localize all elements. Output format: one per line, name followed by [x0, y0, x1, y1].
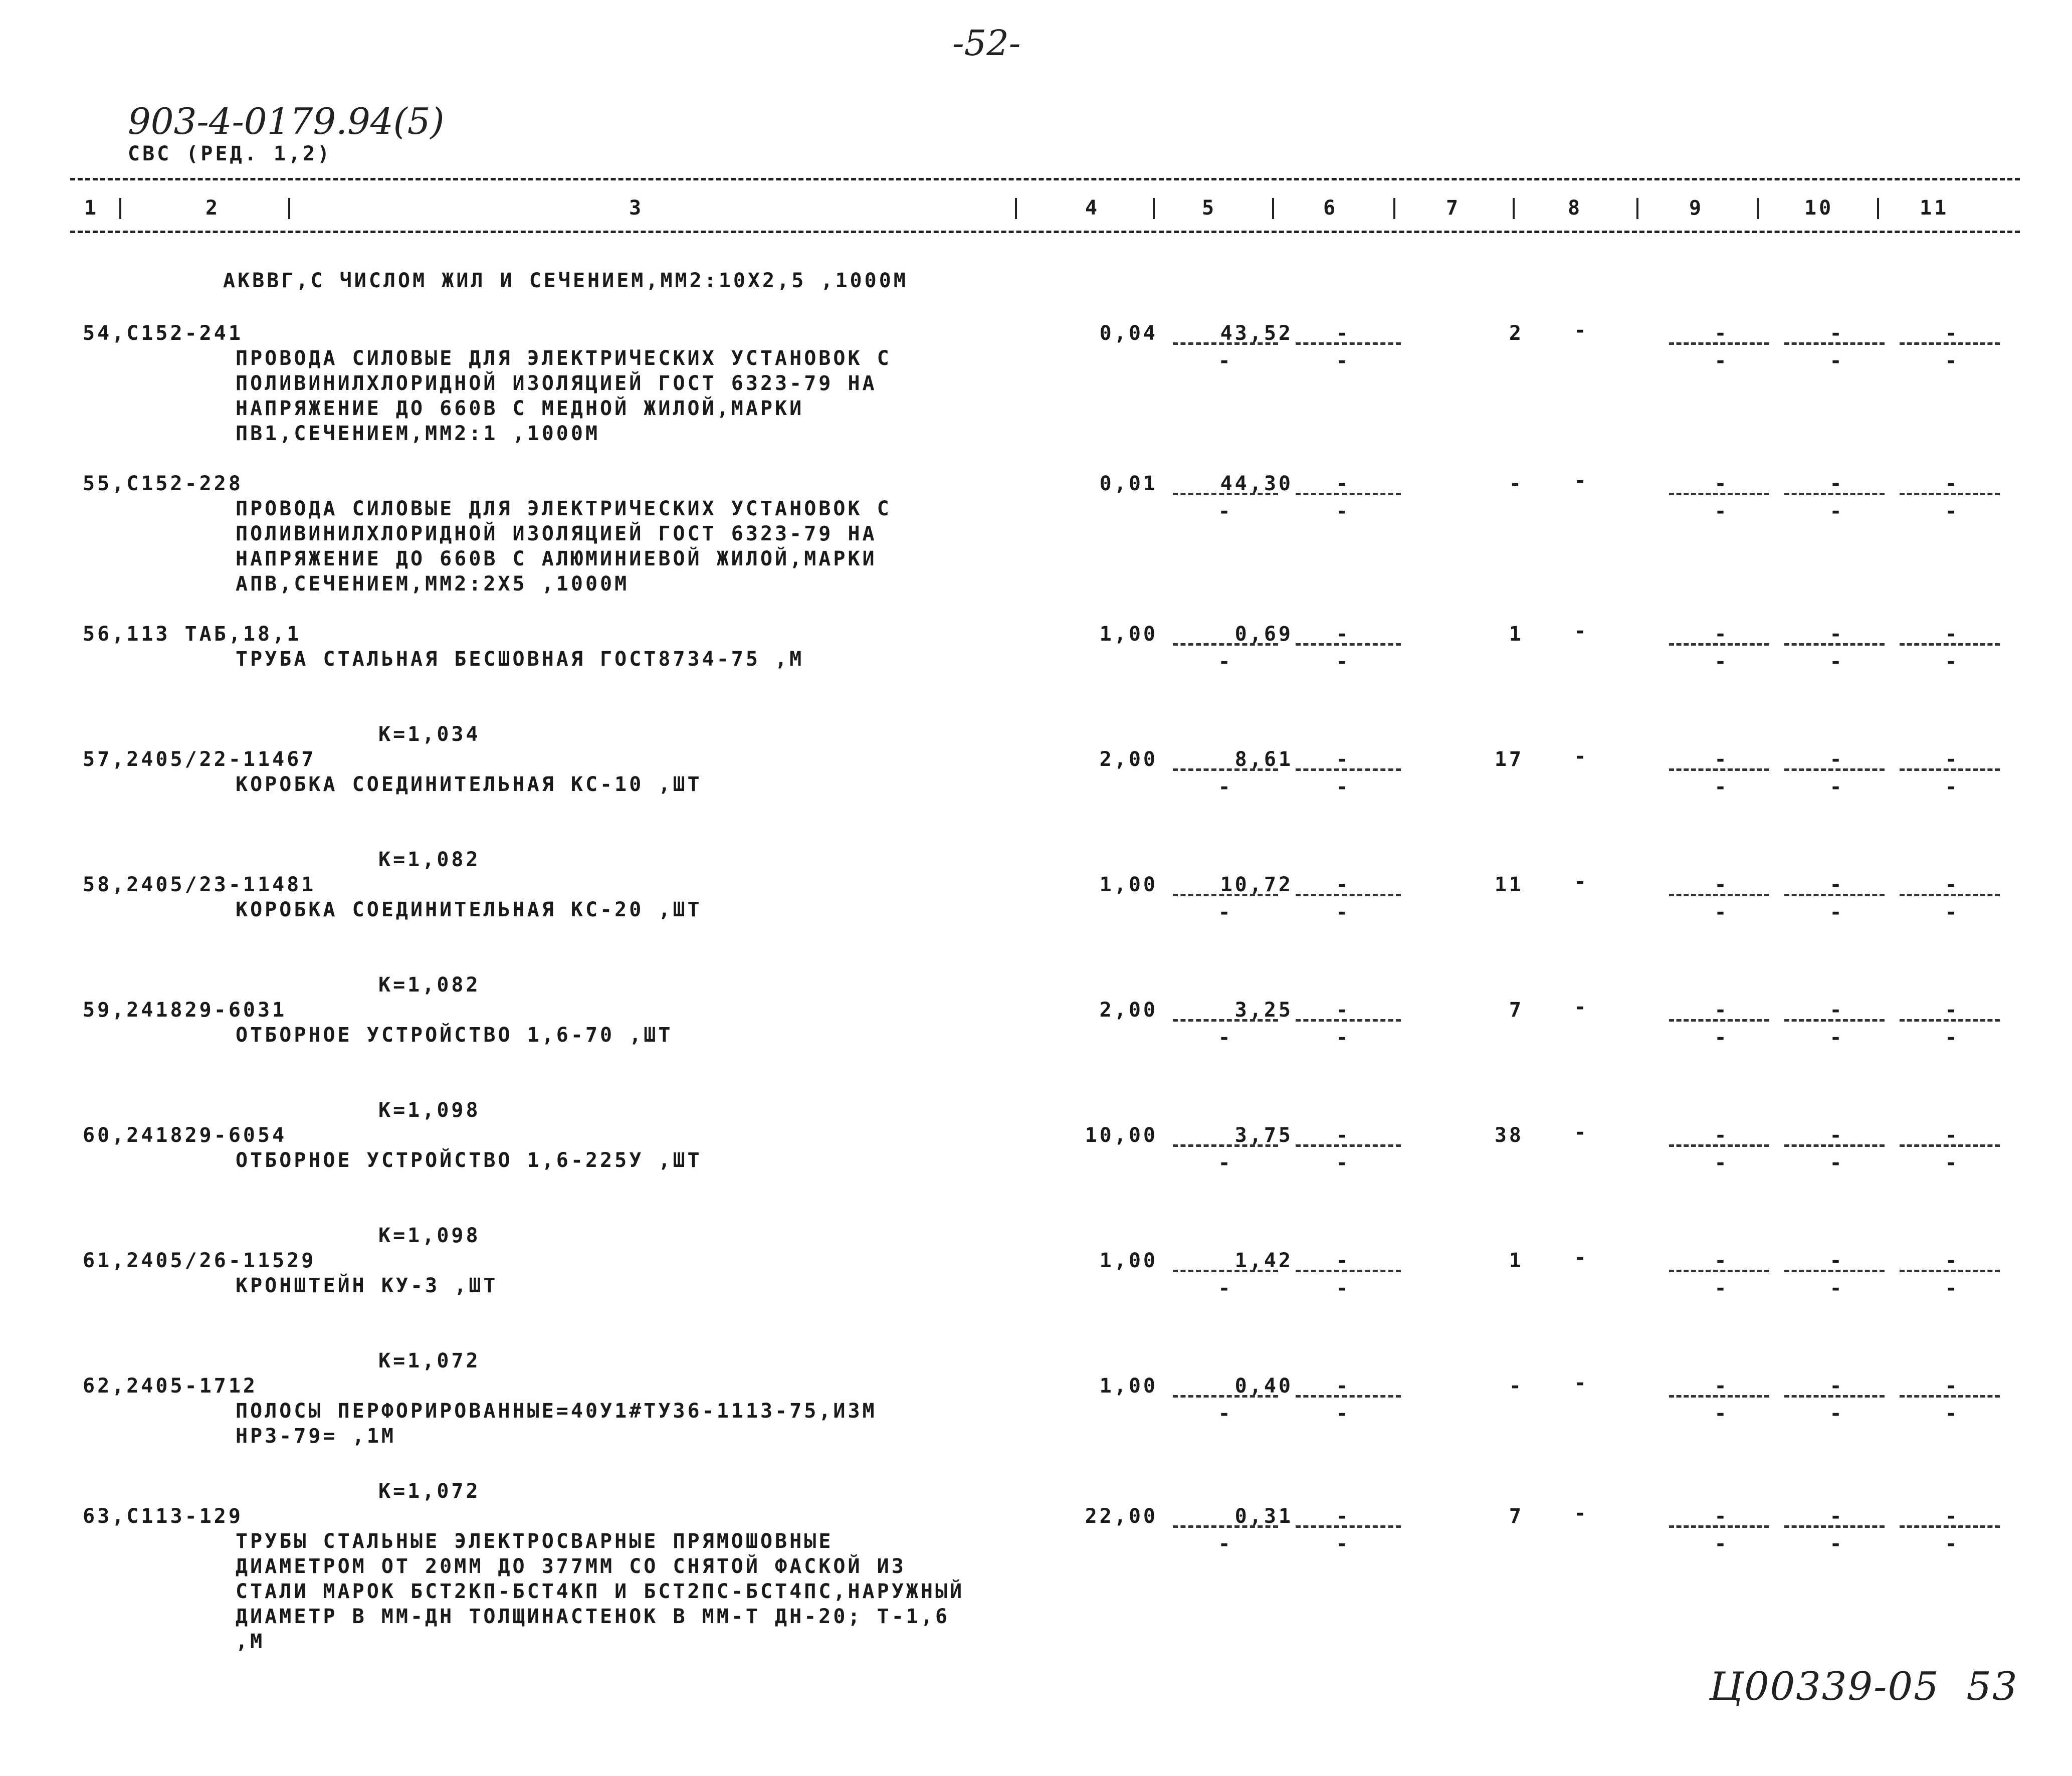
- fraction-line: [1900, 1525, 2000, 1528]
- document-code: 903-4-0179.94(5): [128, 100, 445, 142]
- empty-marker: -: [1829, 873, 1844, 896]
- col7-value: -: [1509, 472, 1524, 495]
- empty-marker: -: [1714, 1249, 1729, 1272]
- empty-marker: -: [1945, 901, 1960, 924]
- col7-value: 7: [1509, 1505, 1524, 1528]
- description-line: КРОНШТЕЙН КУ-3 ,ШТ: [236, 1274, 498, 1297]
- column-label: 10: [1804, 196, 1834, 220]
- position-code: 57,2405/22-11467: [83, 748, 316, 771]
- empty-marker: -: [1218, 650, 1233, 673]
- price-value: 0,69: [1234, 623, 1293, 646]
- empty-marker: -: [1218, 1277, 1233, 1300]
- empty-marker: -: [1829, 650, 1844, 673]
- col7-value: 1: [1509, 1249, 1524, 1272]
- empty-marker: -: [1714, 1026, 1729, 1049]
- empty-marker: -: [1829, 1026, 1844, 1049]
- quantity-value: 0,04: [1099, 322, 1158, 345]
- empty-marker: -: [1829, 1249, 1844, 1272]
- fraction-line: [1900, 1144, 2000, 1147]
- col7-value: 2: [1509, 322, 1524, 345]
- empty-marker: -: [1336, 1374, 1351, 1398]
- column-label: 8: [1568, 196, 1583, 220]
- empty-marker: -: [1829, 775, 1844, 799]
- fraction-line: [1900, 1270, 2000, 1272]
- description-line: ПОЛОСЫ ПЕРФОРИРОВАННЫЕ=40У1#ТУ36-1113-75,ИЗМ: [236, 1400, 877, 1423]
- fraction-line: [1669, 342, 1769, 345]
- description-line: ТРУБА СТАЛЬНАЯ БЕСШОВНАЯ ГОСТ8734-75 ,М: [236, 648, 804, 671]
- description-line: КОРОБКА СОЕДИНИТЕЛЬНАЯ КС-20 ,ШТ: [236, 898, 702, 921]
- column-separator: [1272, 198, 1274, 219]
- price-value: 0,40: [1234, 1374, 1293, 1398]
- column-label: 3: [629, 196, 644, 220]
- empty-marker: -: [1945, 1532, 1960, 1555]
- description-line: НАПРЯЖЕНИЕ ДО 660В С АЛЮМИНИЕВОЙ ЖИЛОЙ,МАРКИ: [236, 547, 877, 570]
- empty-marker: -: [1945, 1026, 1960, 1049]
- empty-marker: -: [1829, 901, 1844, 924]
- description-line: ПОЛИВИНИЛХЛОРИДНОЙ ИЗОЛЯЦИЕЙ ГОСТ 6323-79 НА: [236, 372, 877, 395]
- empty-marker: -: [1336, 748, 1351, 771]
- coefficient: К=1,034: [378, 723, 481, 746]
- fraction-line: [1669, 1144, 1769, 1147]
- empty-marker: -: [1945, 1277, 1960, 1300]
- fraction-line: [1669, 894, 1769, 896]
- empty-marker: -: [1945, 873, 1960, 896]
- empty-marker: -: [1829, 1277, 1844, 1300]
- empty-marker: -: [1829, 500, 1844, 523]
- empty-marker: -: [1714, 1374, 1729, 1398]
- empty-marker: -: [1714, 1402, 1729, 1425]
- fraction-line: [1900, 768, 2000, 771]
- edition-label: СВС (РЕД. 1,2): [128, 142, 332, 165]
- empty-marker: -: [1574, 620, 1589, 643]
- empty-marker: -: [1945, 650, 1960, 673]
- fraction-line: [1173, 643, 1278, 646]
- col7-value: 11: [1494, 873, 1524, 896]
- coefficient: К=1,098: [378, 1224, 481, 1247]
- empty-marker: -: [1336, 1026, 1351, 1049]
- empty-marker: -: [1574, 745, 1589, 768]
- fraction-line: [1784, 1525, 1885, 1528]
- empty-marker: -: [1945, 1402, 1960, 1425]
- quantity-value: 22,00: [1085, 1505, 1158, 1528]
- empty-marker: -: [1945, 500, 1960, 523]
- fraction-line: [1900, 493, 2000, 495]
- col7-value: 1: [1509, 623, 1524, 646]
- empty-marker: -: [1829, 1124, 1844, 1147]
- col7-value: 38: [1494, 1124, 1524, 1147]
- empty-marker: -: [1574, 870, 1589, 893]
- description-line: ,М: [236, 1630, 265, 1653]
- fraction-line: [1173, 894, 1278, 896]
- col7-value: 7: [1509, 999, 1524, 1022]
- position-code: 62,2405-1712: [83, 1374, 258, 1398]
- fraction-line: [1784, 1019, 1885, 1022]
- coefficient: К=1,082: [378, 973, 481, 997]
- quantity-value: 1,00: [1099, 1249, 1158, 1272]
- empty-marker: -: [1714, 650, 1729, 673]
- position-code: 60,241829-6054: [83, 1124, 287, 1147]
- column-separator: [119, 198, 121, 219]
- fraction-line: [1173, 1270, 1278, 1272]
- empty-marker: -: [1945, 472, 1960, 495]
- quantity-value: 0,01: [1099, 472, 1158, 495]
- empty-marker: -: [1574, 996, 1589, 1019]
- fraction-line: [1784, 1270, 1885, 1272]
- empty-marker: -: [1336, 775, 1351, 799]
- column-label: 9: [1689, 196, 1704, 220]
- empty-marker: -: [1829, 1151, 1844, 1174]
- fraction-line: [1173, 1019, 1278, 1022]
- fraction-line: [1669, 1270, 1769, 1272]
- description-line: СТАЛИ МАРОК БСТ2КП-БСТ4КП И БСТ2ПС-БСТ4ПС,НАРУЖНЫЙ: [236, 1580, 965, 1603]
- empty-marker: -: [1945, 1151, 1960, 1174]
- empty-marker: -: [1714, 500, 1729, 523]
- empty-marker: -: [1945, 322, 1960, 345]
- col7-value: 17: [1494, 748, 1524, 771]
- empty-marker: -: [1336, 999, 1351, 1022]
- empty-marker: -: [1336, 1532, 1351, 1555]
- column-label: 2: [205, 196, 221, 220]
- coefficient: К=1,082: [378, 848, 481, 871]
- description-line: ПОЛИВИНИЛХЛОРИДНОЙ ИЗОЛЯЦИЕЙ ГОСТ 6323-79 НА: [236, 522, 877, 545]
- empty-marker: -: [1574, 1502, 1589, 1525]
- fraction-line: [1900, 1019, 2000, 1022]
- fraction-line: [1900, 1395, 2000, 1398]
- coefficient: К=1,072: [378, 1480, 481, 1503]
- empty-marker: -: [1336, 1124, 1351, 1147]
- fraction-line: [1669, 1019, 1769, 1022]
- column-label: 6: [1323, 196, 1338, 220]
- fraction-line: [1669, 643, 1769, 646]
- empty-marker: -: [1574, 1121, 1589, 1144]
- empty-marker: -: [1336, 1249, 1351, 1272]
- price-value: 1,42: [1234, 1249, 1293, 1272]
- empty-marker: -: [1829, 748, 1844, 771]
- quantity-value: 1,00: [1099, 1374, 1158, 1398]
- empty-marker: -: [1218, 1151, 1233, 1174]
- empty-marker: -: [1714, 1124, 1729, 1147]
- empty-marker: -: [1714, 1151, 1729, 1174]
- column-label: 1: [84, 196, 99, 220]
- description-line: ПРОВОДА СИЛОВЫЕ ДЛЯ ЭЛЕКТРИЧЕСКИХ УСТАНОВОК С: [236, 347, 892, 370]
- column-separator: [1877, 198, 1879, 219]
- empty-marker: -: [1714, 901, 1729, 924]
- price-value: 3,75: [1234, 1124, 1293, 1147]
- empty-marker: -: [1714, 775, 1729, 799]
- column-separator: [1513, 198, 1515, 219]
- empty-marker: -: [1829, 349, 1844, 372]
- fraction-line: [1669, 1395, 1769, 1398]
- description-line: НР3-79= ,1М: [236, 1425, 396, 1448]
- position-code: 58,2405/23-11481: [83, 873, 316, 896]
- empty-marker: -: [1829, 1505, 1844, 1528]
- empty-marker: -: [1829, 1532, 1844, 1555]
- empty-marker: -: [1714, 1505, 1729, 1528]
- fraction-line: [1173, 342, 1278, 345]
- position-code: 59,241829-6031: [83, 999, 287, 1022]
- column-separator: [1015, 198, 1017, 219]
- empty-marker: -: [1714, 1277, 1729, 1300]
- empty-marker: -: [1945, 1505, 1960, 1528]
- price-value: 10,72: [1220, 873, 1293, 896]
- continuation-text: АКВВГ,С ЧИСЛОМ ЖИЛ И СЕЧЕНИЕМ,ММ2:10Х2,5 ,1000М: [223, 269, 908, 292]
- empty-marker: -: [1714, 472, 1729, 495]
- description-line: ПВ1,СЕЧЕНИЕМ,ММ2:1 ,1000М: [236, 422, 600, 445]
- empty-marker: -: [1945, 349, 1960, 372]
- empty-marker: -: [1714, 349, 1729, 372]
- fraction-line: [1669, 768, 1769, 771]
- quantity-value: 10,00: [1085, 1124, 1158, 1147]
- empty-marker: -: [1336, 472, 1351, 495]
- empty-marker: -: [1336, 650, 1351, 673]
- empty-marker: -: [1829, 623, 1844, 646]
- empty-marker: -: [1336, 1277, 1351, 1300]
- fraction-line: [1784, 342, 1885, 345]
- position-code: 55,С152-228: [83, 472, 243, 495]
- position-code: 63,С113-129: [83, 1505, 243, 1528]
- empty-marker: -: [1829, 999, 1844, 1022]
- fraction-line: [1784, 1144, 1885, 1147]
- fraction-line: [1669, 493, 1769, 495]
- col7-value: -: [1509, 1374, 1524, 1398]
- empty-marker: -: [1336, 1151, 1351, 1174]
- description-line: ДИАМЕТРОМ ОТ 20ММ ДО 377ММ СО СНЯТОЙ ФАСКОЙ ИЗ: [236, 1555, 906, 1578]
- description-line: ОТБОРНОЕ УСТРОЙСТВО 1,6-225У ,ШТ: [236, 1149, 702, 1172]
- fraction-line: [1900, 894, 2000, 896]
- empty-marker: -: [1714, 1532, 1729, 1555]
- empty-marker: -: [1218, 1532, 1233, 1555]
- header-bottom-rule: [70, 231, 2020, 233]
- quantity-value: 2,00: [1099, 999, 1158, 1022]
- column-separator: [1636, 198, 1638, 219]
- description-line: КОРОБКА СОЕДИНИТЕЛЬНАЯ КС-10 ,ШТ: [236, 773, 702, 796]
- column-separator: [288, 198, 290, 219]
- empty-marker: -: [1714, 623, 1729, 646]
- sheet-code: Ц00339-05 53: [1709, 1664, 2018, 1709]
- fraction-line: [1173, 1395, 1278, 1398]
- empty-marker: -: [1945, 1374, 1960, 1398]
- empty-marker: -: [1829, 322, 1844, 345]
- description-line: ДИАМЕТР В ММ-ДН ТОЛЩИНАСТЕНОК В ММ-Т ДН-20; Т-1,6: [236, 1605, 950, 1628]
- empty-marker: -: [1945, 1249, 1960, 1272]
- description-line: ОТБОРНОЕ УСТРОЙСТВО 1,6-70 ,ШТ: [236, 1024, 673, 1047]
- position-code: 56,113 ТАБ,18,1: [83, 623, 302, 646]
- price-value: 0,31: [1234, 1505, 1293, 1528]
- empty-marker: -: [1336, 1402, 1351, 1425]
- fraction-line: [1784, 493, 1885, 495]
- price-value: 3,25: [1234, 999, 1293, 1022]
- empty-marker: -: [1336, 500, 1351, 523]
- empty-marker: -: [1336, 873, 1351, 896]
- column-label: 11: [1920, 196, 1949, 220]
- empty-marker: -: [1829, 1402, 1844, 1425]
- column-label: 4: [1085, 196, 1100, 220]
- column-label: 7: [1446, 196, 1461, 220]
- page-number: -52-: [952, 23, 1021, 64]
- empty-marker: -: [1945, 1124, 1960, 1147]
- empty-marker: -: [1336, 901, 1351, 924]
- empty-marker: -: [1336, 322, 1351, 345]
- coefficient: К=1,072: [378, 1349, 481, 1372]
- empty-marker: -: [1714, 322, 1729, 345]
- fraction-line: [1784, 894, 1885, 896]
- column-separator: [1153, 198, 1155, 219]
- fraction-line: [1173, 768, 1278, 771]
- quantity-value: 2,00: [1099, 748, 1158, 771]
- price-value: 44,30: [1220, 472, 1293, 495]
- empty-marker: -: [1945, 748, 1960, 771]
- fraction-line: [1900, 643, 2000, 646]
- fraction-line: [1173, 1144, 1278, 1147]
- empty-marker: -: [1574, 1246, 1589, 1269]
- empty-marker: -: [1829, 472, 1844, 495]
- empty-marker: -: [1574, 1371, 1589, 1395]
- price-value: 8,61: [1234, 748, 1293, 771]
- quantity-value: 1,00: [1099, 873, 1158, 896]
- empty-marker: -: [1574, 469, 1589, 492]
- coefficient: К=1,098: [378, 1099, 481, 1122]
- empty-marker: -: [1714, 873, 1729, 896]
- empty-marker: -: [1574, 319, 1589, 342]
- column-label: 5: [1202, 196, 1217, 220]
- description-line: НАПРЯЖЕНИЕ ДО 660В С МЕДНОЙ ЖИЛОЙ,МАРКИ: [236, 397, 804, 420]
- empty-marker: -: [1336, 1505, 1351, 1528]
- fraction-line: [1669, 1525, 1769, 1528]
- empty-marker: -: [1218, 1026, 1233, 1049]
- empty-marker: -: [1829, 1374, 1844, 1398]
- fraction-line: [1784, 1395, 1885, 1398]
- column-separator: [1757, 198, 1759, 219]
- fraction-line: [1173, 493, 1278, 495]
- empty-marker: -: [1218, 500, 1233, 523]
- quantity-value: 1,00: [1099, 623, 1158, 646]
- empty-marker: -: [1218, 901, 1233, 924]
- empty-marker: -: [1218, 1402, 1233, 1425]
- fraction-line: [1784, 643, 1885, 646]
- empty-marker: -: [1336, 349, 1351, 372]
- empty-marker: -: [1714, 748, 1729, 771]
- empty-marker: -: [1945, 999, 1960, 1022]
- empty-marker: -: [1714, 999, 1729, 1022]
- price-value: 43,52: [1220, 322, 1293, 345]
- empty-marker: -: [1218, 349, 1233, 372]
- header-top-rule: [70, 178, 2020, 180]
- position-code: 54,С152-241: [83, 322, 243, 345]
- empty-marker: -: [1218, 775, 1233, 799]
- fraction-line: [1784, 768, 1885, 771]
- description-line: АПВ,СЕЧЕНИЕМ,ММ2:2Х5 ,1000М: [236, 572, 630, 596]
- position-code: 61,2405/26-11529: [83, 1249, 316, 1272]
- fraction-line: [1173, 1525, 1278, 1528]
- empty-marker: -: [1336, 623, 1351, 646]
- empty-marker: -: [1945, 775, 1960, 799]
- description-line: ПРОВОДА СИЛОВЫЕ ДЛЯ ЭЛЕКТРИЧЕСКИХ УСТАНОВОК С: [236, 497, 892, 520]
- description-line: ТРУБЫ СТАЛЬНЫЕ ЭЛЕКТРОСВАРНЫЕ ПРЯМОШОВНЫЕ: [236, 1530, 834, 1553]
- fraction-line: [1900, 342, 2000, 345]
- empty-marker: -: [1945, 623, 1960, 646]
- column-separator: [1393, 198, 1395, 219]
